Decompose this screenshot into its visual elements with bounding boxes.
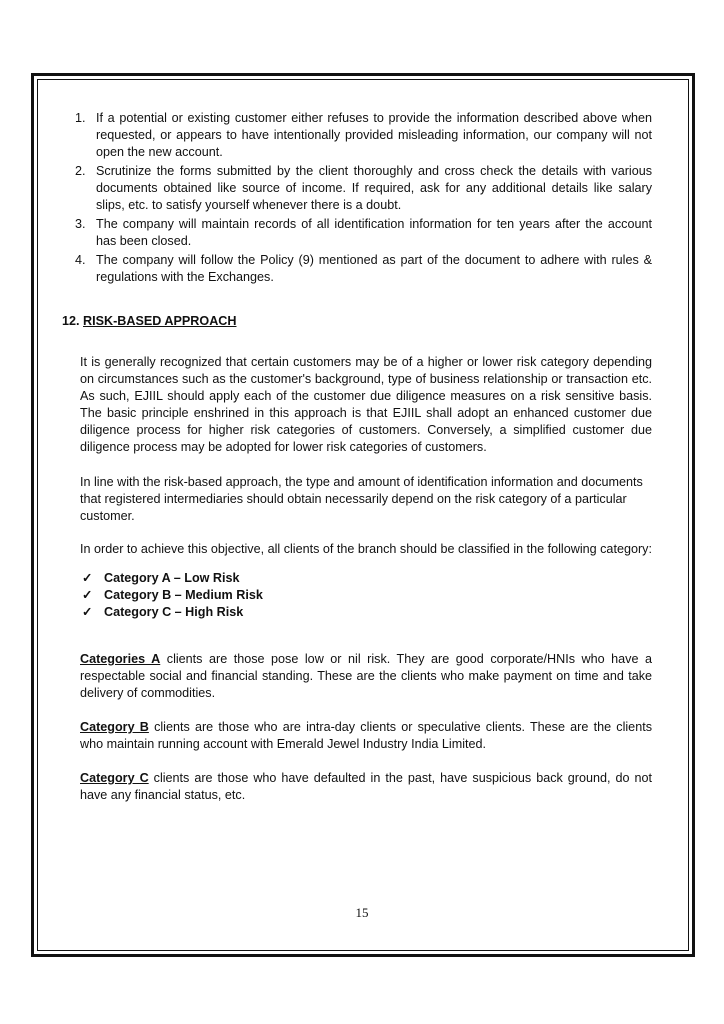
list-item-text: If a potential or existing customer either refuses to provide the information described above when requested, or appears to have intentionally provided misleading information, our company will not open the new account. bbox=[96, 111, 652, 159]
document-body bbox=[62, 110, 652, 804]
paragraph-category-a bbox=[80, 651, 652, 702]
list-item-number: 3. bbox=[75, 217, 86, 231]
paragraph-risk-intro: It is generally recognized that certain customers may be of a higher or lower risk category depending on circumstances such as the customer's background, type of business relationship or transaction etc. As such, EJIIL should apply each of the customer due diligence measures on a risk sensitive basis. The basic principle enshrined in this approach is that EJIIL shall adopt an enhanced customer due diligence process for higher risk categories of customers. Conversely, a simplified customer due diligence process may be adopted for lower risk categories of customers. bbox=[80, 355, 652, 454]
paragraph-risk-approach: In line with the risk-based approach, the type and amount of identification information and documents that registered intermediaries should obtain necessarily depend on the risk category of a particular customer. bbox=[80, 475, 643, 523]
category-b-label: Category B bbox=[80, 720, 149, 734]
section-number: 12. bbox=[62, 314, 80, 328]
category-a-label: Categories A bbox=[80, 652, 161, 666]
checklist-item-label: Category A – Low Risk bbox=[104, 571, 240, 585]
category-a-text: clients are those pose low or nil risk. They are good corporate/HNIs who have a respectable social and financial standing. These are the clients who make payment on time and take delivery of commodities. bbox=[80, 652, 653, 700]
paragraph-category-c bbox=[80, 770, 652, 804]
checklist-item bbox=[82, 570, 652, 587]
list-item bbox=[62, 252, 652, 286]
checklist-item-label: Category B – Medium Risk bbox=[104, 588, 263, 602]
checklist-item bbox=[82, 587, 652, 604]
category-c-label: Category C bbox=[80, 771, 149, 785]
category-c-text: clients are those who have defaulted in the past, have suspicious back ground, do not have any financial status, etc. bbox=[80, 771, 652, 802]
list-item-text: The company will maintain records of all identification information for ten years after the account has been closed. bbox=[96, 217, 652, 248]
checklist-item bbox=[82, 604, 652, 621]
paragraph-classification: In order to achieve this objective, all clients of the branch should be classified in the following category: bbox=[80, 542, 652, 556]
page-number: 15 bbox=[355, 905, 369, 920]
list-item-number: 4. bbox=[75, 253, 86, 267]
paragraph-category-b bbox=[80, 719, 652, 753]
check-icon: ✓ bbox=[82, 588, 93, 602]
check-icon: ✓ bbox=[82, 605, 93, 619]
check-icon: ✓ bbox=[82, 571, 93, 585]
list-item bbox=[62, 163, 652, 214]
list-item-text: The company will follow the Policy (9) mentioned as part of the document to adhere with rules & regulations with the Exchanges. bbox=[96, 253, 652, 284]
section-heading bbox=[62, 313, 652, 330]
list-item bbox=[62, 110, 652, 161]
list-item-number: 1. bbox=[75, 111, 86, 125]
section-title: RISK-BASED APPROACH bbox=[83, 314, 237, 328]
instruction-list bbox=[62, 110, 652, 286]
category-checklist bbox=[82, 570, 652, 621]
list-item bbox=[62, 216, 652, 250]
list-item-text: Scrutinize the forms submitted by the client thoroughly and cross check the details with various documents obtained like source of income. If required, ask for any additional details like salary slips, etc. to satisfy yourself whenever there is a doubt. bbox=[96, 164, 652, 212]
list-item-number: 2. bbox=[75, 164, 86, 178]
category-b-text: clients are those who are intra-day clients or speculative clients. These are the clients who maintain running account with Emerald Jewel Industry India Limited. bbox=[80, 720, 652, 751]
checklist-item-label: Category C – High Risk bbox=[104, 605, 244, 619]
